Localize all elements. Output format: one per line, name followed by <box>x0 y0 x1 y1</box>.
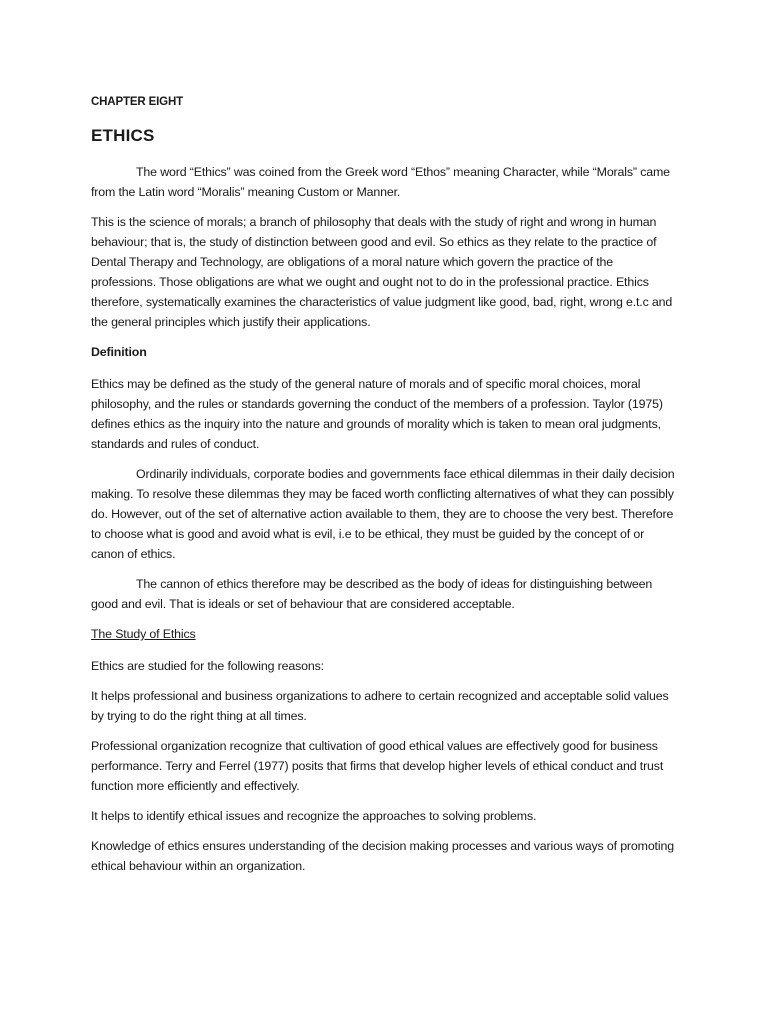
chapter-label: CHAPTER EIGHT <box>91 96 183 108</box>
paragraph-dilemmas: Ordinarily individuals, corporate bodies and governments face ethical dilemmas in their daily decision making. To resolve these dilemmas they may be faced worth conflicting alternatives of what they can possibly do. However, out of the set of alternative action available to them, they are to choose the very best. Therefore to choose what is good and avoid what is evil, i.e to be ethical, they must be guided by the concept of or canon of ethics. <box>91 467 675 561</box>
paragraph-reasons-intro: Ethics are studied for the following reasons: <box>91 659 324 673</box>
paragraph-cannon: The cannon of ethics therefore may be described as the body of ideas for distinguishing between good and evil. That is ideals or set of behaviour that are considered acceptable. <box>91 577 653 611</box>
paragraph-reason-cultivation: Professional organization recognize that cultivation of good ethical values are effectively good for business performance. Terry and Ferrel (1977) posits that firms that develop higher levels of ethical conduct and trust function more efficiently and effectively. <box>91 739 664 793</box>
document-body <box>91 94 677 886</box>
paragraph-reason-identify: It helps to identify ethical issues and recognize the approaches to solving problems. <box>91 809 537 823</box>
study-heading: The Study of Ethics <box>91 627 196 641</box>
paragraph-definition: Ethics may be defined as the study of the general nature of morals and of specific moral choices, moral philosophy, and the rules or standards governing the conduct of the members of a profession. Taylor (1975) defines ethics as the inquiry into the nature and grounds of morality which is taken to mean oral judgments, standards and rules of conduct. <box>91 377 663 451</box>
definition-heading: Definition <box>91 345 147 359</box>
paragraph-reason-knowledge: Knowledge of ethics ensures understanding of the decision making processes and various ways of promoting ethical behaviour within an organization. <box>91 839 674 873</box>
page-title: ETHICS <box>91 126 155 145</box>
paragraph-reason-adhere: It helps professional and business organizations to adhere to certain recognized and acceptable solid values by trying to do the right thing at all times. <box>91 689 669 723</box>
paragraph-origin: The word “Ethics” was coined from the Greek word “Ethos” meaning Character, while “Morals” came from the Latin word “Moralis” meaning Custom or Manner. <box>91 165 670 199</box>
paragraph-science: This is the science of morals; a branch of philosophy that deals with the study of right and wrong in human behaviour; that is, the study of distinction between good and evil. So ethics as they relate to the practice of Dental Therapy and Technology, are obligations of a moral nature which govern the practice of the professions. Those obligations are what we ought and ought not to do in the professional practice. Ethics therefore, systematically examines the characteristics of value judgment like good, bad, right, wrong e.t.c and the general principles which justify their applications. <box>91 215 673 329</box>
